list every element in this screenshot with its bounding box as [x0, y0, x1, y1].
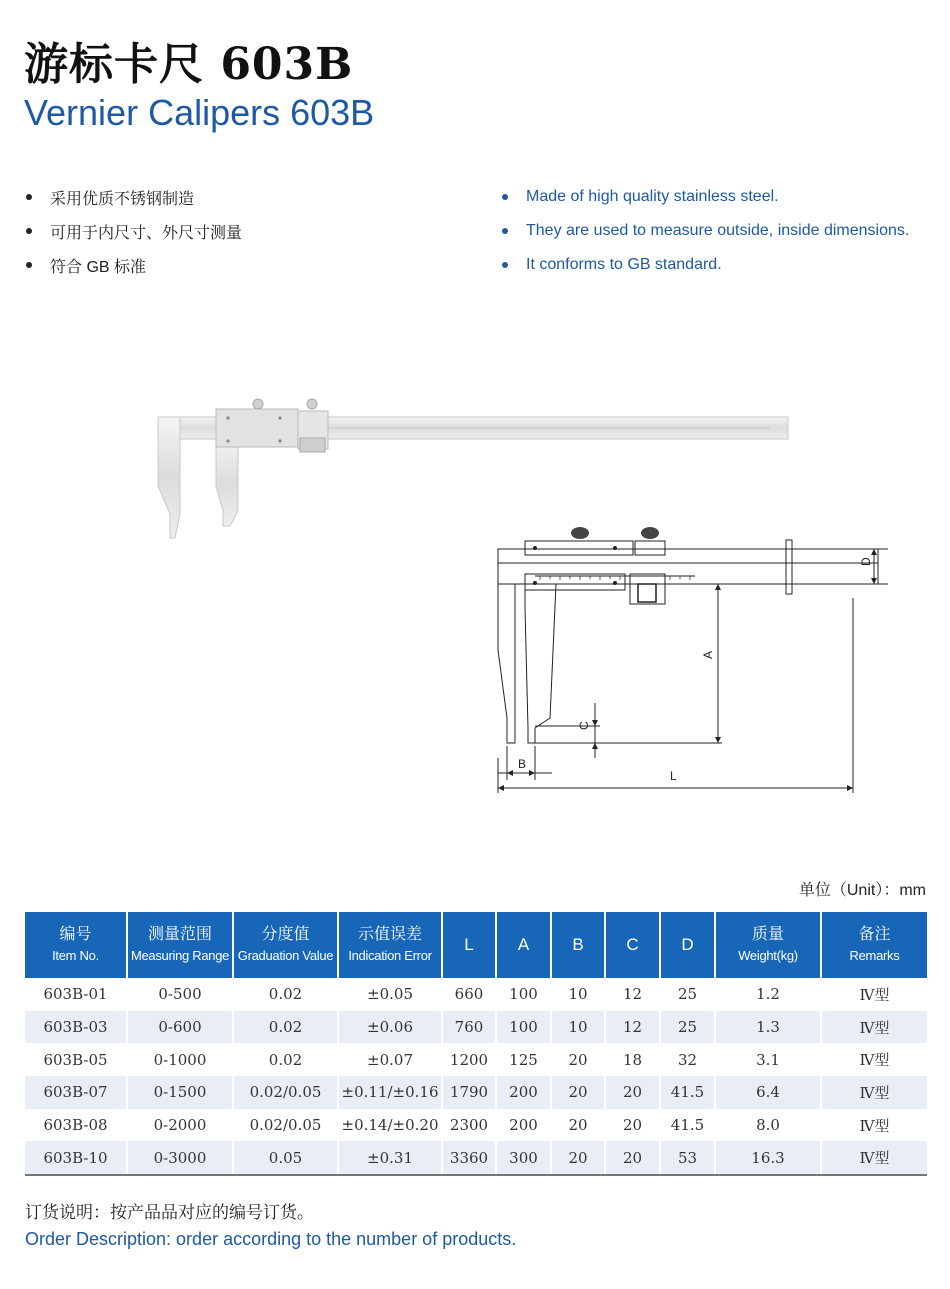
cell: 760 — [442, 1011, 496, 1044]
cell: 0-3000 — [127, 1141, 233, 1175]
caliper-dimension-drawing — [490, 518, 890, 803]
cell: 660 — [442, 978, 496, 1011]
cell: 0-1000 — [127, 1043, 233, 1076]
cell: 0.02 — [233, 978, 338, 1011]
cell: 100 — [496, 1011, 551, 1044]
cell: 0.05 — [233, 1141, 338, 1175]
cell: ±0.06 — [338, 1011, 442, 1044]
header-indication-error: 示值误差 Indication Error — [338, 912, 442, 978]
label-L: L — [670, 769, 677, 783]
feature-text: 符合 GB 标准 — [50, 258, 147, 276]
table-row — [25, 1141, 927, 1175]
cell: 603B-03 — [25, 1011, 127, 1044]
table-row — [25, 1076, 927, 1109]
header-weight: 质量 Weight(kg) — [715, 912, 821, 978]
cell: Ⅳ型 — [859, 985, 890, 1004]
cell: 41.5 — [660, 1076, 715, 1109]
cell: 300 — [496, 1141, 551, 1175]
cell: Ⅳ型 — [821, 1011, 927, 1044]
feature-item — [502, 248, 909, 282]
table-row — [25, 978, 927, 1011]
feature-item — [502, 214, 909, 248]
cell: 12 — [605, 978, 660, 1011]
feature-item — [502, 180, 909, 214]
header-D: D — [660, 912, 715, 978]
cell: 1.2 — [715, 978, 821, 1011]
cell: 603B-08 — [25, 1109, 127, 1142]
cell: 0-500 — [127, 978, 233, 1011]
cell: 12 — [605, 1011, 660, 1044]
cell: 0.02/0.05 — [233, 1076, 338, 1109]
cell: 1.3 — [715, 1011, 821, 1044]
order-description-chinese: 订货说明：按产品品对应的编号订货。 — [25, 1203, 314, 1222]
cell: 603B-01 — [25, 978, 127, 1011]
cell: Ⅳ型 — [859, 1051, 890, 1070]
cell: 0-600 — [127, 1011, 233, 1044]
header-C: C — [605, 912, 660, 978]
cell: 32 — [660, 1043, 715, 1076]
feature-text: It conforms to GB standard. — [526, 256, 722, 273]
cell: 20 — [605, 1076, 660, 1109]
cell: ±0.31 — [338, 1141, 442, 1175]
table-row — [25, 1109, 927, 1142]
header-remarks: 备注 Remarks — [821, 912, 927, 978]
table-row — [25, 1011, 927, 1044]
unit-label: 单位（Unit）：mm — [798, 882, 926, 899]
cell: 10 — [551, 978, 605, 1011]
cell: 20 — [605, 1109, 660, 1142]
feature-text: 可用于内尺寸、外尺寸测量 — [50, 224, 243, 242]
feature-text: Made of high quality stainless steel. — [526, 188, 779, 205]
cell: 41.5 — [660, 1109, 715, 1142]
header-A: A — [496, 912, 551, 978]
table-header-row — [25, 912, 927, 978]
cell: 20 — [551, 1109, 605, 1142]
bullet-icon — [502, 262, 508, 268]
cell: ±0.07 — [338, 1043, 442, 1076]
cell: 0-2000 — [127, 1109, 233, 1142]
header-L: L — [442, 912, 496, 978]
features-list-english — [502, 180, 909, 282]
bullet-icon — [502, 228, 508, 234]
cell: ±0.11/±0.16 — [338, 1076, 442, 1109]
label-B: B — [518, 757, 527, 771]
cell: Ⅳ型 — [821, 1076, 927, 1109]
header-graduation-value: 分度值 Graduation Value — [233, 912, 338, 978]
title-chinese: 游标卡尺 603B — [24, 39, 354, 90]
cell: ±0.05 — [338, 978, 442, 1011]
cell: 1200 — [442, 1043, 496, 1076]
cell: 8.0 — [715, 1109, 821, 1142]
cell: Ⅳ型 — [821, 1141, 927, 1175]
cell: 603B-05 — [25, 1043, 127, 1076]
feature-text: They are used to measure outside, inside dimensions. — [526, 222, 910, 239]
cell: 125 — [496, 1043, 551, 1076]
feature-text: 采用优质不锈钢制造 — [50, 190, 195, 208]
label-A: A — [701, 650, 715, 659]
cell: 3.1 — [715, 1043, 821, 1076]
cell: 10 — [551, 1011, 605, 1044]
cell: 16.3 — [715, 1141, 821, 1175]
cell: Ⅳ型 — [859, 1116, 890, 1135]
cell: 200 — [496, 1109, 551, 1142]
cell: 18 — [605, 1043, 660, 1076]
cell: 53 — [660, 1141, 715, 1175]
cell: 0.02 — [233, 1043, 338, 1076]
header-B: B — [551, 912, 605, 978]
order-description-english: Order Description: order according to the number of products. — [25, 1229, 517, 1249]
label-D: D — [859, 557, 873, 566]
cell: 3360 — [442, 1141, 496, 1175]
cell: 100 — [496, 978, 551, 1011]
cell: ±0.14/±0.20 — [338, 1109, 442, 1142]
bullet-icon — [26, 262, 32, 268]
header-measuring-range: 测量范围 Measuring Range — [127, 912, 233, 978]
feature-item — [26, 248, 242, 282]
cell: 603B-10 — [25, 1141, 127, 1175]
cell: 25 — [660, 978, 715, 1011]
label-C: C — [577, 721, 591, 730]
cell: 6.4 — [715, 1076, 821, 1109]
cell: 20 — [551, 1043, 605, 1076]
feature-item — [26, 214, 242, 248]
cell: 25 — [660, 1011, 715, 1044]
spec-table — [25, 912, 927, 1176]
bullet-icon — [502, 194, 508, 200]
cell: 20 — [605, 1141, 660, 1175]
title-english: Vernier Calipers 603B — [24, 92, 375, 133]
bullet-icon — [26, 228, 32, 234]
cell: 20 — [551, 1076, 605, 1109]
cell: 1790 — [442, 1076, 496, 1109]
feature-item — [26, 180, 242, 214]
cell: 0-1500 — [127, 1076, 233, 1109]
header-item-no: 编号 Item No. — [25, 912, 127, 978]
cell: 0.02 — [233, 1011, 338, 1044]
cell: 200 — [496, 1076, 551, 1109]
features-list-chinese — [26, 180, 242, 282]
table-row — [25, 1043, 927, 1076]
cell: 20 — [551, 1141, 605, 1175]
bullet-icon — [26, 194, 32, 200]
cell: 2300 — [442, 1109, 496, 1142]
cell: 603B-07 — [25, 1076, 127, 1109]
cell: 0.02/0.05 — [233, 1109, 338, 1142]
